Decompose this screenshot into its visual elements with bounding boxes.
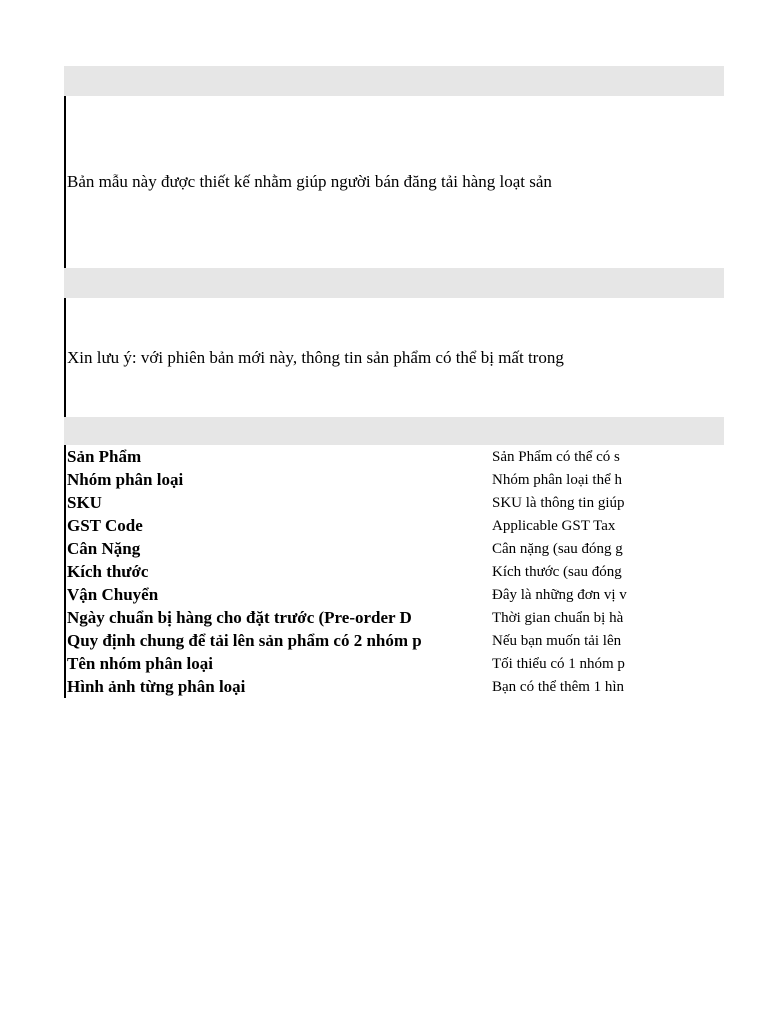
guide-description: Tối thiểu có 1 nhóm p bbox=[492, 656, 625, 672]
guide-description: Applicable GST Tax bbox=[492, 518, 616, 534]
section-header-band bbox=[64, 268, 724, 298]
guide-term: Cân Nặng bbox=[67, 539, 141, 558]
warning-notice-cell bbox=[64, 298, 648, 417]
intro-notice-cell bbox=[64, 96, 648, 268]
guide-description: Bạn có thể thêm 1 hìn bbox=[492, 679, 625, 695]
guide-term: Vận Chuyển bbox=[67, 585, 159, 604]
guide-term: SKU bbox=[67, 493, 102, 512]
guide-term: Quy định chung để tải lên sản phẩm có 2 nhóm p bbox=[67, 631, 422, 650]
guide-row bbox=[66, 445, 648, 468]
guide-term: GST Code bbox=[67, 516, 143, 535]
guide-description: Nhóm phân loại thể h bbox=[492, 472, 622, 488]
guide-description: Sản Phẩm có thể có s bbox=[492, 449, 620, 465]
guide-row bbox=[66, 560, 648, 583]
guide-row bbox=[66, 652, 648, 675]
guide-row bbox=[66, 606, 648, 629]
guide-row bbox=[66, 583, 648, 606]
guide-row bbox=[66, 629, 648, 652]
guide-row bbox=[66, 491, 648, 514]
section-header-band bbox=[64, 66, 724, 96]
guide-description: Đây là những đơn vị v bbox=[492, 587, 627, 603]
section-header-band bbox=[64, 417, 724, 445]
guide-term: Nhóm phân loại bbox=[67, 470, 184, 489]
guide-table bbox=[64, 445, 648, 698]
guide-description: Nếu bạn muốn tải lên bbox=[492, 633, 622, 649]
guide-row bbox=[66, 468, 648, 491]
guide-description: Kích thước (sau đóng bbox=[492, 564, 622, 580]
guide-description: Thời gian chuẩn bị hà bbox=[492, 610, 624, 626]
guide-term: Kích thước bbox=[67, 562, 149, 581]
guide-term: Sản Phẩm bbox=[67, 447, 142, 466]
warning-notice-text: Xin lưu ý: với phiên bản mới này, thông tin sản phẩm có thể bị mất trong bbox=[67, 347, 564, 367]
guide-row bbox=[66, 675, 648, 698]
guide-term: Ngày chuẩn bị hàng cho đặt trước (Pre-order D bbox=[67, 608, 412, 627]
intro-notice-text: Bản mẫu này được thiết kế nhằm giúp người bán đăng tải hàng loạt sản bbox=[67, 172, 552, 191]
guide-term: Tên nhóm phân loại bbox=[67, 654, 213, 673]
guide-row bbox=[66, 537, 648, 560]
guide-term: Hình ảnh từng phân loại bbox=[67, 677, 246, 696]
guide-description: SKU là thông tin giúp bbox=[492, 495, 625, 511]
guide-description: Cân nặng (sau đóng g bbox=[492, 541, 623, 557]
guide-row bbox=[66, 514, 648, 537]
